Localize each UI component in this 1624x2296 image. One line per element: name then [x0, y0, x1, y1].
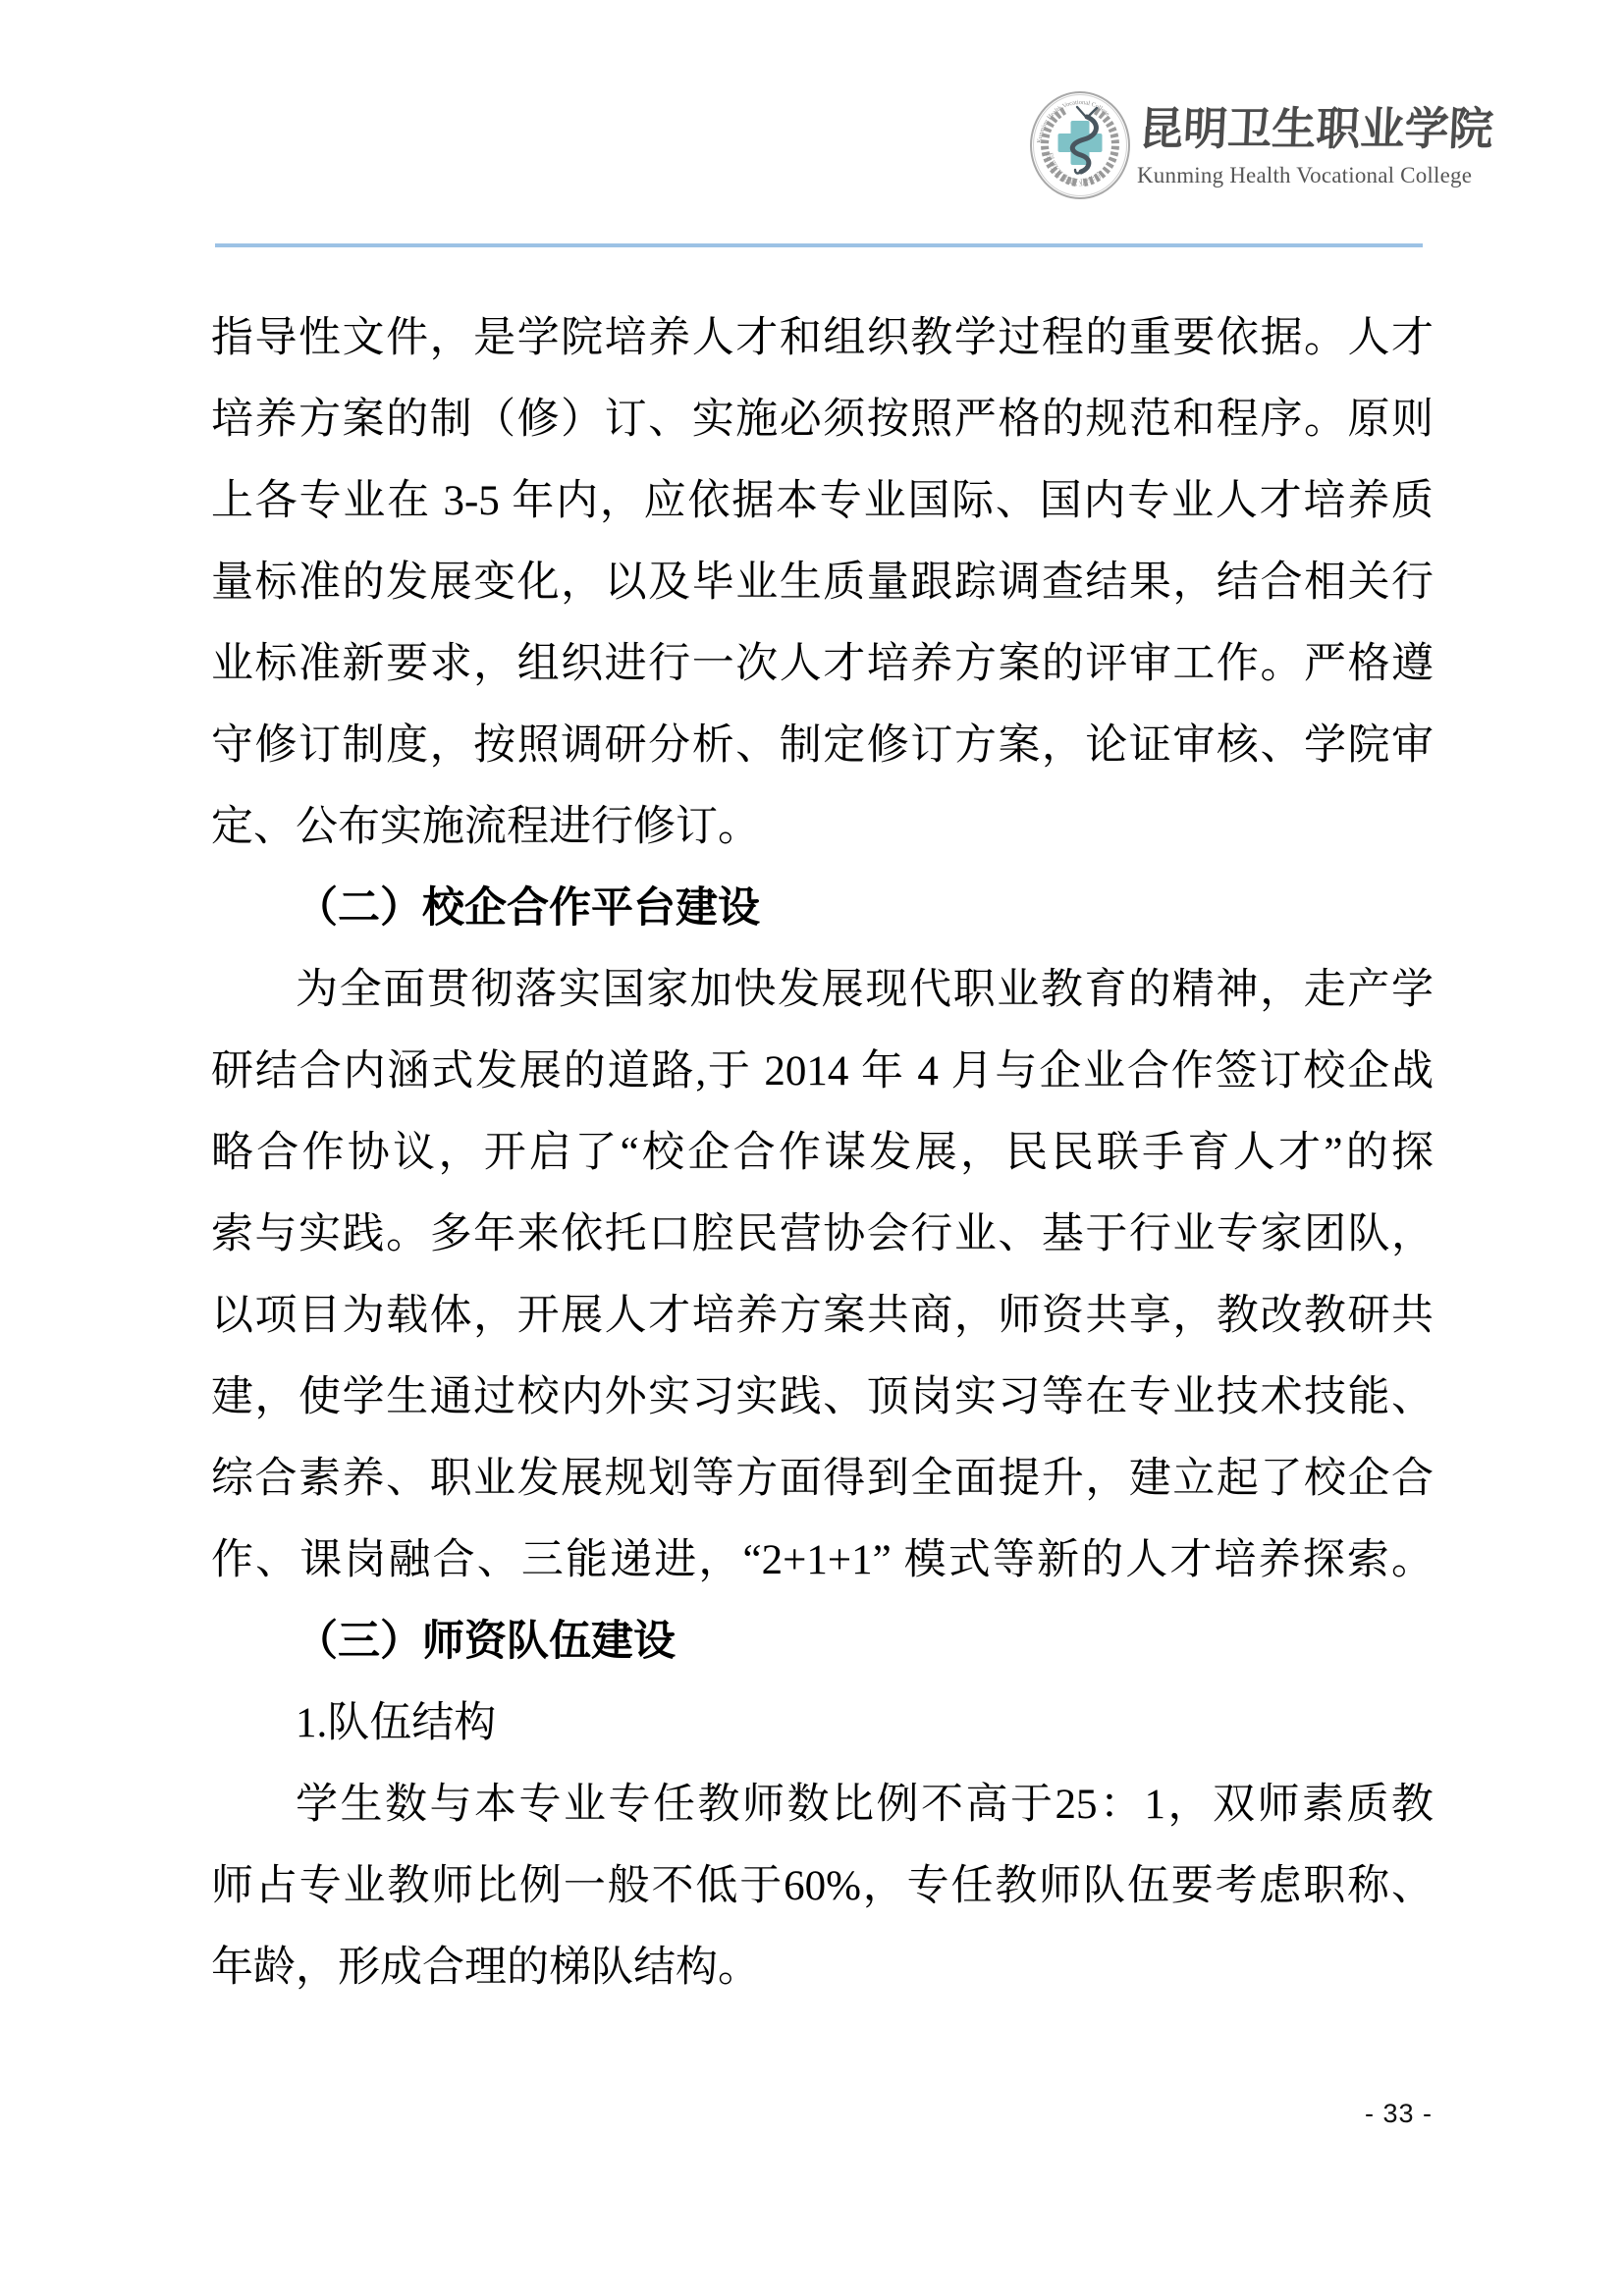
svg-text:Kunming Health Vocational Coll: Kunming Health Vocational College — [1036, 98, 1111, 144]
section-heading: （二）校企合作平台建设 — [296, 885, 760, 932]
text-line: 培养方案的制（修）订、实施必须按照严格的规范和程序。原则 — [211, 397, 1434, 443]
text-line: 以项目为载体，开展人才培养方案共商，师资共享，教改教研共 — [211, 1293, 1434, 1339]
text-line: 1.队伍结构 — [296, 1700, 497, 1746]
text-line: 综合素养、职业发展规划等方面得到全面提升，建立起了校企合 — [211, 1456, 1434, 1502]
text-line: 研结合内涵式发展的道路,于 2014 年 4 月与企业合作签订校企战 — [211, 1048, 1434, 1095]
text-line: 学生数与本专业专任教师数比例不高于25：1，双师素质教 — [296, 1782, 1434, 1828]
text-line: 建，使学生通过校内外实习实践、顶岗实习等在专业技术技能、 — [211, 1374, 1434, 1420]
text-line: 索与实践。多年来依托口腔民营协会行业、基于行业专家团队， — [211, 1211, 1434, 1257]
text-line: 为全面贯彻落实国家加快发展现代职业教育的精神，走产学 — [296, 967, 1434, 1013]
text-line: 略合作协议，开启了“校企合作谋发展，民民联手育人才”的探 — [211, 1130, 1434, 1176]
section-heading: （三）师资队伍建设 — [296, 1619, 676, 1665]
college-name-en: Kunming Health Vocational College — [1137, 163, 1473, 187]
svg-text:昆明卫生职业学院: 昆明卫生职业学院 — [1044, 150, 1107, 188]
page-number: - 33 - — [1365, 2099, 1434, 2128]
text-line: 量标准的发展变化，以及毕业生质量跟踪调查结果，结合相关行 — [211, 560, 1434, 606]
college-seal-icon — [1029, 90, 1131, 200]
text-line: 指导性文件，是学院培养人才和组织教学过程的重要依据。人才 — [211, 315, 1434, 361]
college-name-zh: 昆明卫生职业学院 — [1137, 104, 1495, 154]
text-line: 作、课岗融合、三能递进，“2+1+1” 模式等新的人才培养探索。 — [211, 1537, 1434, 1583]
body-lines — [211, 297, 1434, 2008]
header-rule-line — [215, 243, 1423, 247]
text-line: 师占专业教师比例一般不低于60%，专任教师队伍要考虑职称、 — [211, 1863, 1434, 1909]
text-line: 守修订制度，按照调研分析、制定修订方案，论证审核、学院审 — [211, 722, 1434, 769]
text-line: 定、公布实施流程进行修订。 — [211, 804, 760, 850]
text-line: 业标准新要求，组织进行一次人才培养方案的评审工作。严格遵 — [211, 641, 1434, 687]
text-line: 年龄，形成合理的梯队结构。 — [211, 1945, 760, 1991]
text-line: 上各专业在 3-5 年内，应依据本专业国际、国内专业人才培养质 — [211, 478, 1434, 524]
